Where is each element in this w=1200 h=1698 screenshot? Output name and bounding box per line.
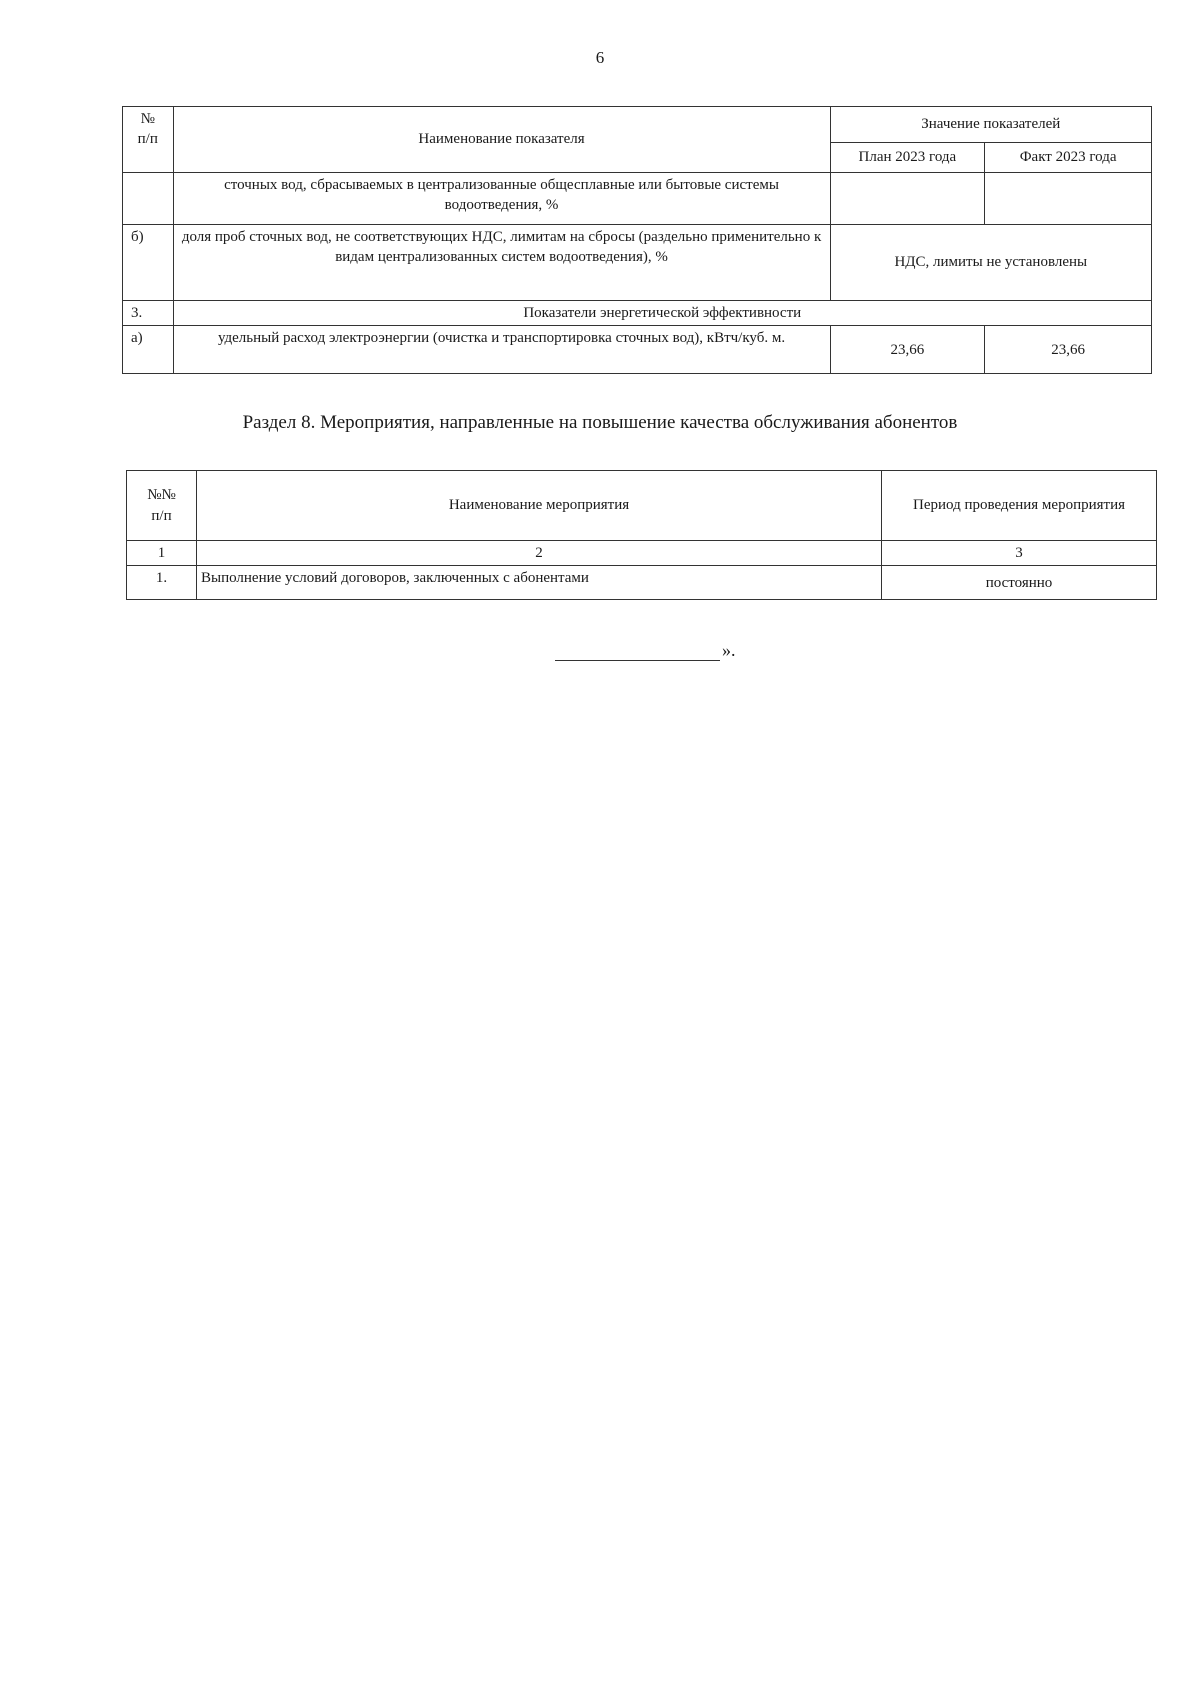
header-num: №№ п/п (127, 471, 197, 541)
column-number: 3 (882, 541, 1157, 566)
closing-mark (555, 640, 736, 661)
row-period: постоянно (882, 566, 1157, 600)
row-plan: 23,66 (830, 326, 985, 374)
section-8-title: Раздел 8. Мероприятия, направленные на повышение качества обслуживания абонентов (242, 412, 958, 433)
table-row (123, 301, 1152, 326)
column-number: 2 (197, 541, 882, 566)
row-fact: 23,66 (985, 326, 1152, 374)
row-num (123, 173, 174, 225)
measures-table (126, 470, 1157, 600)
indicators-table (122, 106, 1152, 374)
header-period: Период проведения мероприятия (882, 471, 1157, 541)
row-name: Выполнение условий договоров, заключенных с абонентами (197, 566, 882, 600)
column-number: 1 (127, 541, 197, 566)
header-values-group: Значение показателей (830, 107, 1151, 143)
row-num: 3. (123, 301, 174, 326)
row-num: а) (123, 326, 174, 374)
table-row (123, 326, 1152, 374)
row-name: доля проб сточных вод, не соответствующих НДС, лимитам на сбросы (раздельно применительно к видам централизованных систем водоотведения), % (173, 225, 830, 301)
header-plan: План 2023 года (830, 143, 985, 173)
table-row (127, 566, 1157, 600)
row-plan (830, 173, 985, 225)
table-row (123, 225, 1152, 301)
row-num: 1. (127, 566, 197, 600)
row-num: б) (123, 225, 174, 301)
header-num: № п/п (123, 107, 174, 173)
section-heading-row: Показатели энергетической эффективности (173, 301, 1151, 326)
row-name: сточных вод, сбрасываемых в централизованные общесплавные или бытовые системы водоотведения, % (173, 173, 830, 225)
row-merged-value: НДС, лимиты не установлены (830, 225, 1151, 301)
table-row (123, 173, 1152, 225)
header-measure-name: Наименование мероприятия (197, 471, 882, 541)
row-name: удельный расход электроэнергии (очистка и транспортировка сточных вод), кВтч/куб. м. (173, 326, 830, 374)
header-indicator-name: Наименование показателя (173, 107, 830, 173)
page-number: 6 (595, 48, 605, 67)
row-fact (985, 173, 1152, 225)
header-fact: Факт 2023 года (985, 143, 1152, 173)
closing-quote: ». (722, 640, 736, 660)
blank-line (555, 640, 720, 661)
